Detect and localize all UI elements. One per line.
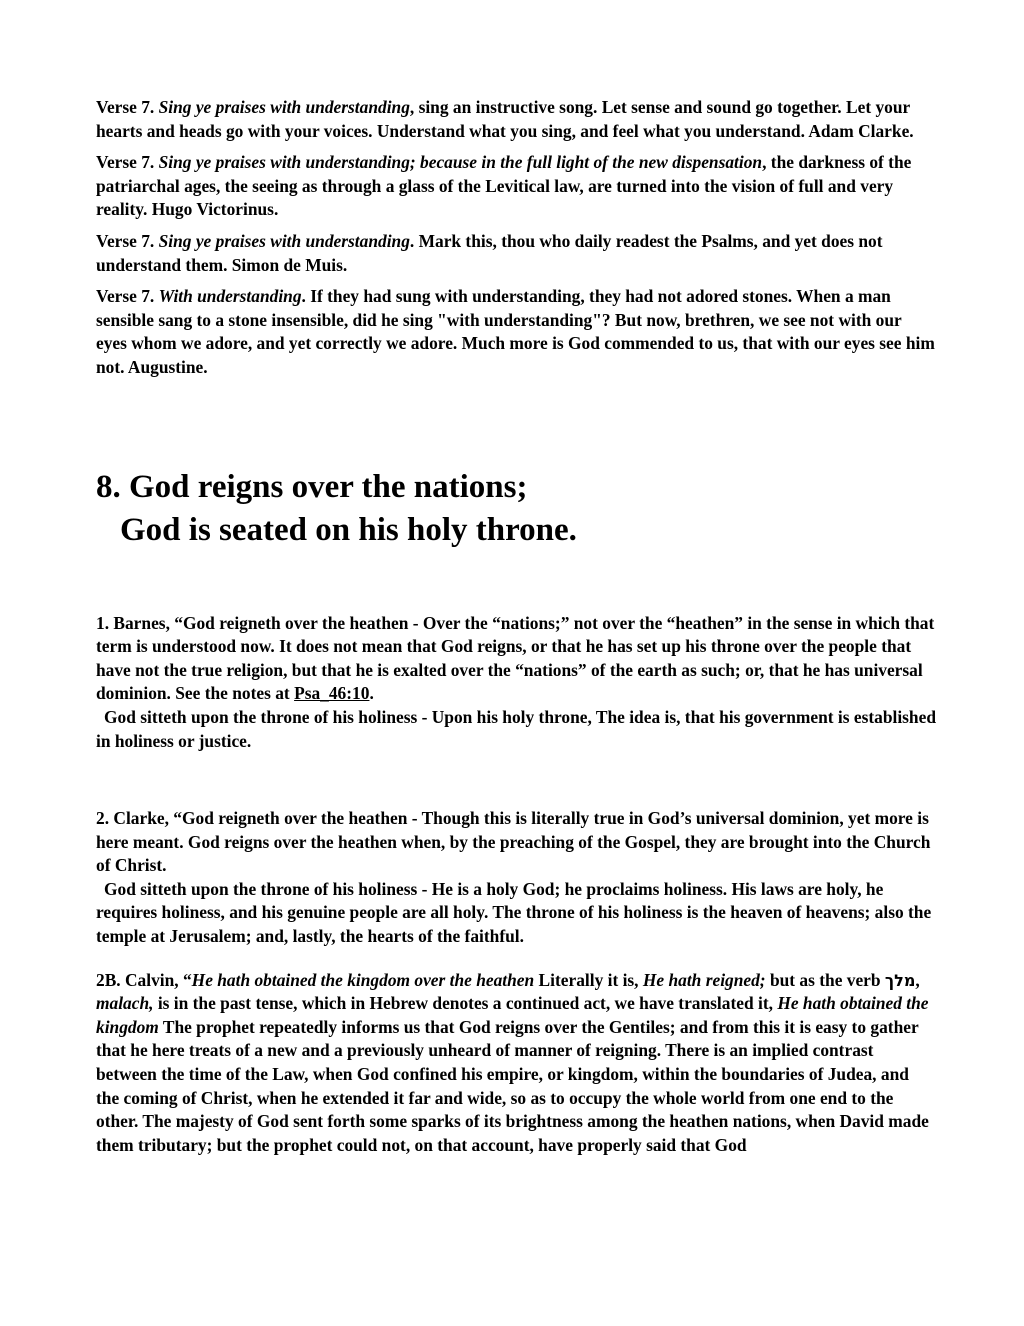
verse-lead: Verse 7. (96, 230, 159, 251)
verse-note-2 (96, 151, 936, 222)
verse-text: . If they had sung with understanding, they had not adored stones. When a man sensible sang to a stone insensible, did he sing "with understanding"? But now, brethren, we see not with our eyes whom we adore, and yet correctly we adore. Much more is God commended to us, that with our eyes see him not. Augustine. (96, 286, 935, 377)
barnes-period: . (369, 683, 374, 704)
verse-text: . Mark this, thou who daily readest the Psalms, and yet does not understand them. Simon de Muis. (96, 230, 883, 275)
clarke-text-2: God sitteth upon the throne of his holiness - He is a holy God; he proclaims holiness. His laws are holy, he requires holiness, and his genuine people are all holy. The throne of his holiness is the heaven of heavens; also the temple at Jerusalem; and, lastly, the hearts of the faithful. (96, 878, 932, 947)
calvin-text: is in the past tense, which in Hebrew denotes a continued act, we have translated it, (153, 993, 778, 1014)
calvin-italic: He hath reigned; (642, 969, 766, 990)
calvin-text: , (915, 969, 920, 990)
heading-line-1: 8. God reigns over the nations; (96, 468, 528, 505)
clarke-commentary (96, 807, 936, 949)
calvin-italic: He hath obtained the kingdom over the heathen (191, 969, 535, 990)
document-page (96, 96, 936, 1165)
calvin-italic: He hath obtained the kingdom (96, 993, 929, 1037)
verse-note-1 (96, 96, 936, 143)
verse-lead: Verse 7. (96, 97, 159, 117)
verse-italic: With understanding (158, 286, 302, 307)
calvin-text: The prophet repeatedly informs us that God reigns over the Gentiles; and from this it is easy to gather that he here treats of a new and a previously unheard of manner of reigning. There is an implied contrast between the time of the Law, when God confined his empire, or kingdom, within the boundaries of Judea, and the coming of Christ, when he extended it far and wide, so as to occupy the whole world from one end to the other. The majesty of God sent forth some sparks of its brightness among the heathen nations, when David made them tributary; but the prophet could not, on that account, have properly said that God (96, 1016, 929, 1155)
verse-text: , the darkness of the patriarchal ages, the seeing as through a glass of the Levitical law, are turned into the vision of full and very reality. Hugo Victorinus. (96, 152, 912, 220)
calvin-text: but as the verb (765, 969, 885, 990)
calvin-commentary (96, 969, 936, 1158)
verse-note-4 (96, 285, 936, 379)
verse-italic: Sing ye praises with understanding (158, 97, 410, 117)
verse-text: , sing an instructive song. Let sense and sound go together. Let your hearts and heads go with your voices. Understand what you sing, and feel what you understand. Adam Clarke. (96, 97, 914, 141)
barnes-text: 1. Barnes, “God reigneth over the heathen - Over the “nations;” not over the “heathen” in the sense in which that term is understood now. It does not mean that God reigns, or that he has set up his throne over the people that have not the true religion, but that he is exalted over the “nations” of the earth as such; or, that he has universal dominion. See the notes at (96, 612, 935, 704)
heading-line-2: God is seated on his holy throne. (120, 511, 577, 548)
clarke-text: 2. Clarke, “God reigneth over the heathen - Though this is literally true in God’s universal dominion, yet more is here meant. God reigns over the heathen when, by the preaching of the Gospel, they are brought into the Church of Christ. (96, 808, 931, 876)
verse-italic: Sing ye praises with understanding; because in the full light of the new dispensation (158, 152, 763, 173)
verse-lead: Verse 7. (96, 152, 159, 173)
calvin-italic: malach, (96, 993, 154, 1014)
verse-note-3 (96, 230, 936, 277)
barnes-text-2: God sitteth upon the throne of his holiness - Upon his holy throne, The idea is, that his government is established in holiness or justice. (96, 706, 936, 751)
calvin-text: Literally it is, (534, 969, 643, 990)
verse-italic: Sing ye praises with understanding (158, 230, 410, 251)
barnes-commentary (96, 612, 936, 754)
psa-46-10-link[interactable]: Psa_46:10 (294, 683, 370, 704)
hebrew-word: מלך (884, 970, 916, 990)
verse-lead: Verse 7. (96, 286, 159, 307)
section-heading (96, 466, 936, 552)
calvin-text: 2B. Calvin, “ (96, 969, 192, 990)
